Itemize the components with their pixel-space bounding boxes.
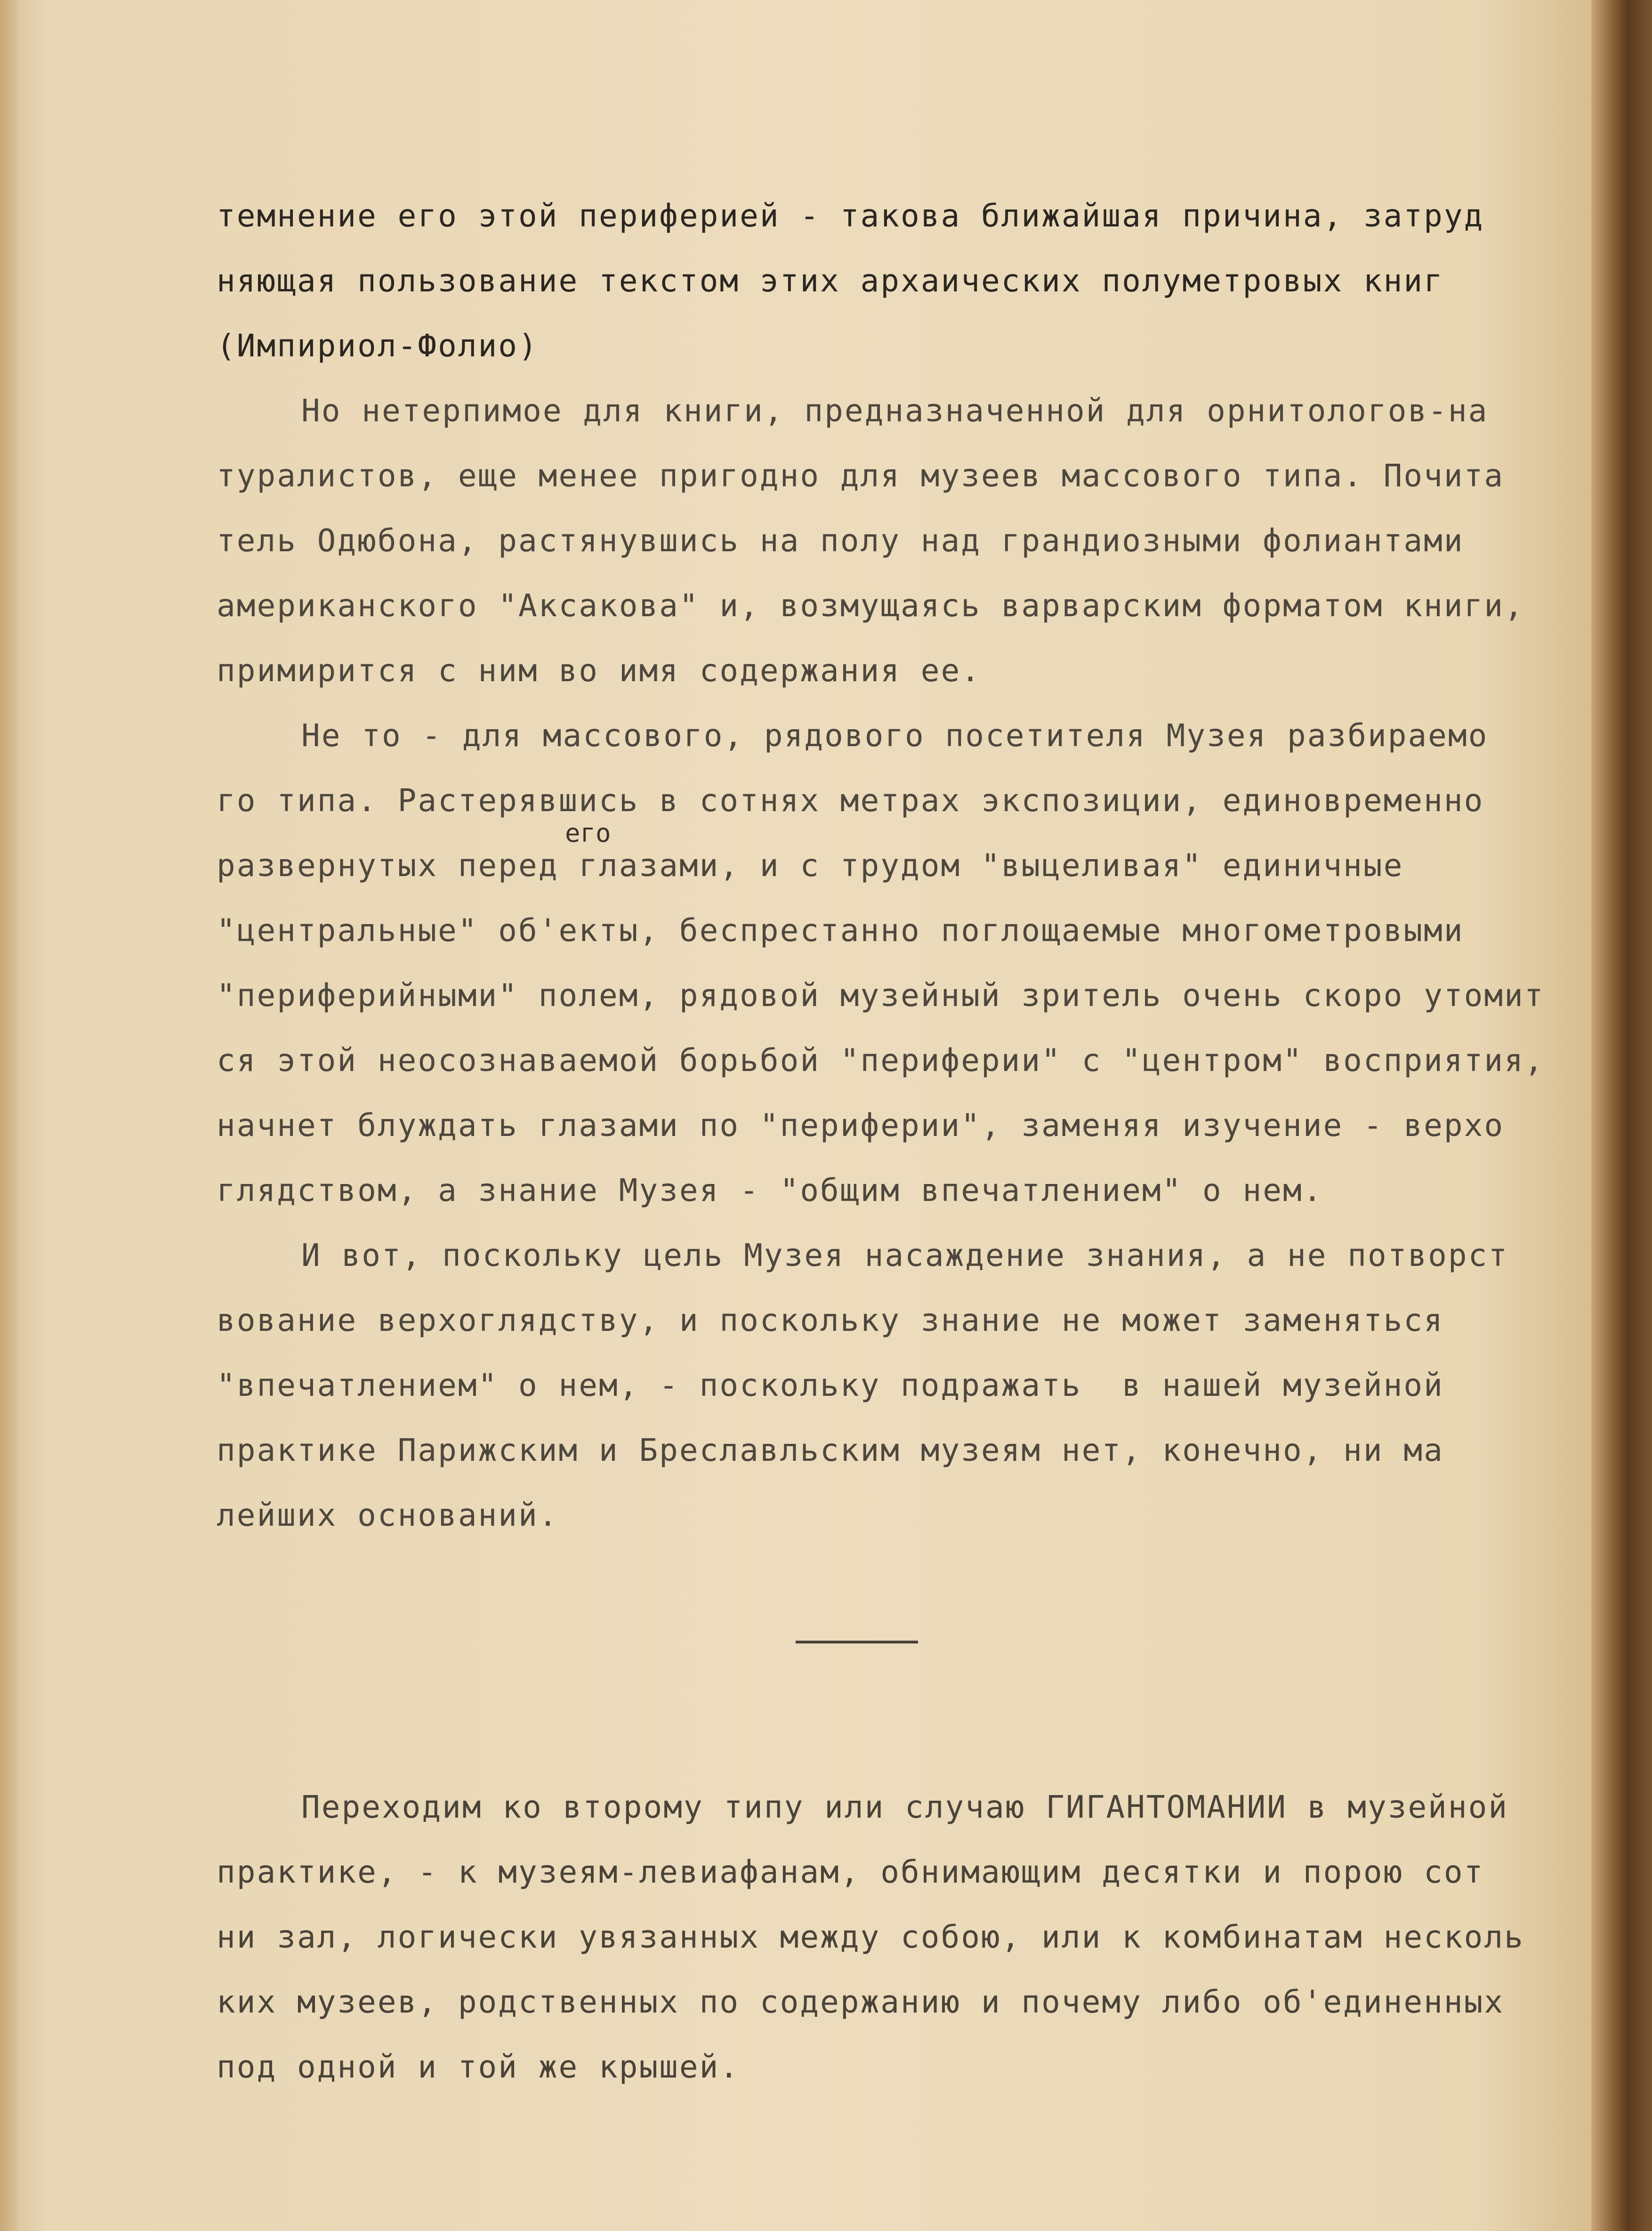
- interlinear-insertion: его: [565, 818, 611, 848]
- text-line: практике, - к музеям-левиафанам, обнимающим десятки и порою сот: [217, 1854, 1484, 1890]
- text-line: практике Парижским и Бреславльским музеям нет, конечно, ни ма: [217, 1432, 1444, 1468]
- text-line: ких музеев, родственных по содержанию и почему либо об'единенных: [217, 1984, 1505, 2020]
- text-line: глядством, а знание Музея - "общим впечатлением" о нем.: [217, 1172, 1323, 1208]
- text-line: примирится с ним во имя содержания ее.: [217, 652, 981, 689]
- text-line: (Импириол-Фолио): [217, 328, 539, 364]
- text-line: Но нетерпимое для книги, предназначенной для орнитологов-на: [301, 393, 1489, 429]
- text-line: Не то - для массового, рядового посетителя Музея разбираемо: [301, 717, 1489, 754]
- text-line: И вот, поскольку цель Музея насаждение знания, а не потворст: [301, 1237, 1509, 1273]
- text-line: развернутых перед глазами, и с трудом "выцеливая" единичные: [217, 847, 1404, 884]
- typewritten-text: [217, 184, 1601, 1548]
- text-line: "центральные" об'екты, беспрестанно поглощаемые многометровыми: [217, 912, 1464, 949]
- text-line: ся этой неосознаваемой борьбой "периферии" с "центром" восприятия,: [217, 1042, 1545, 1079]
- text-line: темнение его этой периферией - такова ближайшая причина, затруд: [217, 198, 1484, 234]
- text-line: го типа. Растерявшись в сотнях метрах экспозиции, единовременно: [217, 782, 1484, 819]
- text-line: няющая пользование текстом этих архаических полуметровых книг: [217, 263, 1444, 299]
- text-line: ни зал, логически увязанных между собою, или к комбинатам несколь: [217, 1919, 1524, 1955]
- section-divider: [796, 1641, 918, 1643]
- text-line: тель Одюбона, растянувшись на полу над грандиозными фолиантами: [217, 523, 1464, 559]
- typewritten-text-lower: [217, 1775, 1601, 2100]
- text-line: американского "Аксакова" и, возмущаясь варварским форматом книги,: [217, 588, 1524, 624]
- text-line: под одной и той же крышей.: [217, 2049, 740, 2085]
- text-line: "периферийными" полем, рядовой музейный зритель очень скоро утомит: [217, 977, 1545, 1014]
- text-line: Переходим ко второму типу или случаю ГИГАНТОМАНИИ в музейной: [301, 1789, 1509, 1825]
- text-line: лейших оснований.: [217, 1497, 559, 1533]
- text-line: "впечатлением" о нем, - поскольку подражать в нашей музейной: [217, 1367, 1444, 1403]
- text-line: туралистов, еще менее пригодно для музеев массового типа. Почита: [217, 458, 1505, 494]
- text-line: вование верхоглядству, и поскольку знание не может заменяться: [217, 1302, 1444, 1338]
- text-line: начнет блуждать глазами по "периферии", заменяя изучение - верхо: [217, 1107, 1505, 1144]
- left-page-edge: [0, 0, 19, 2231]
